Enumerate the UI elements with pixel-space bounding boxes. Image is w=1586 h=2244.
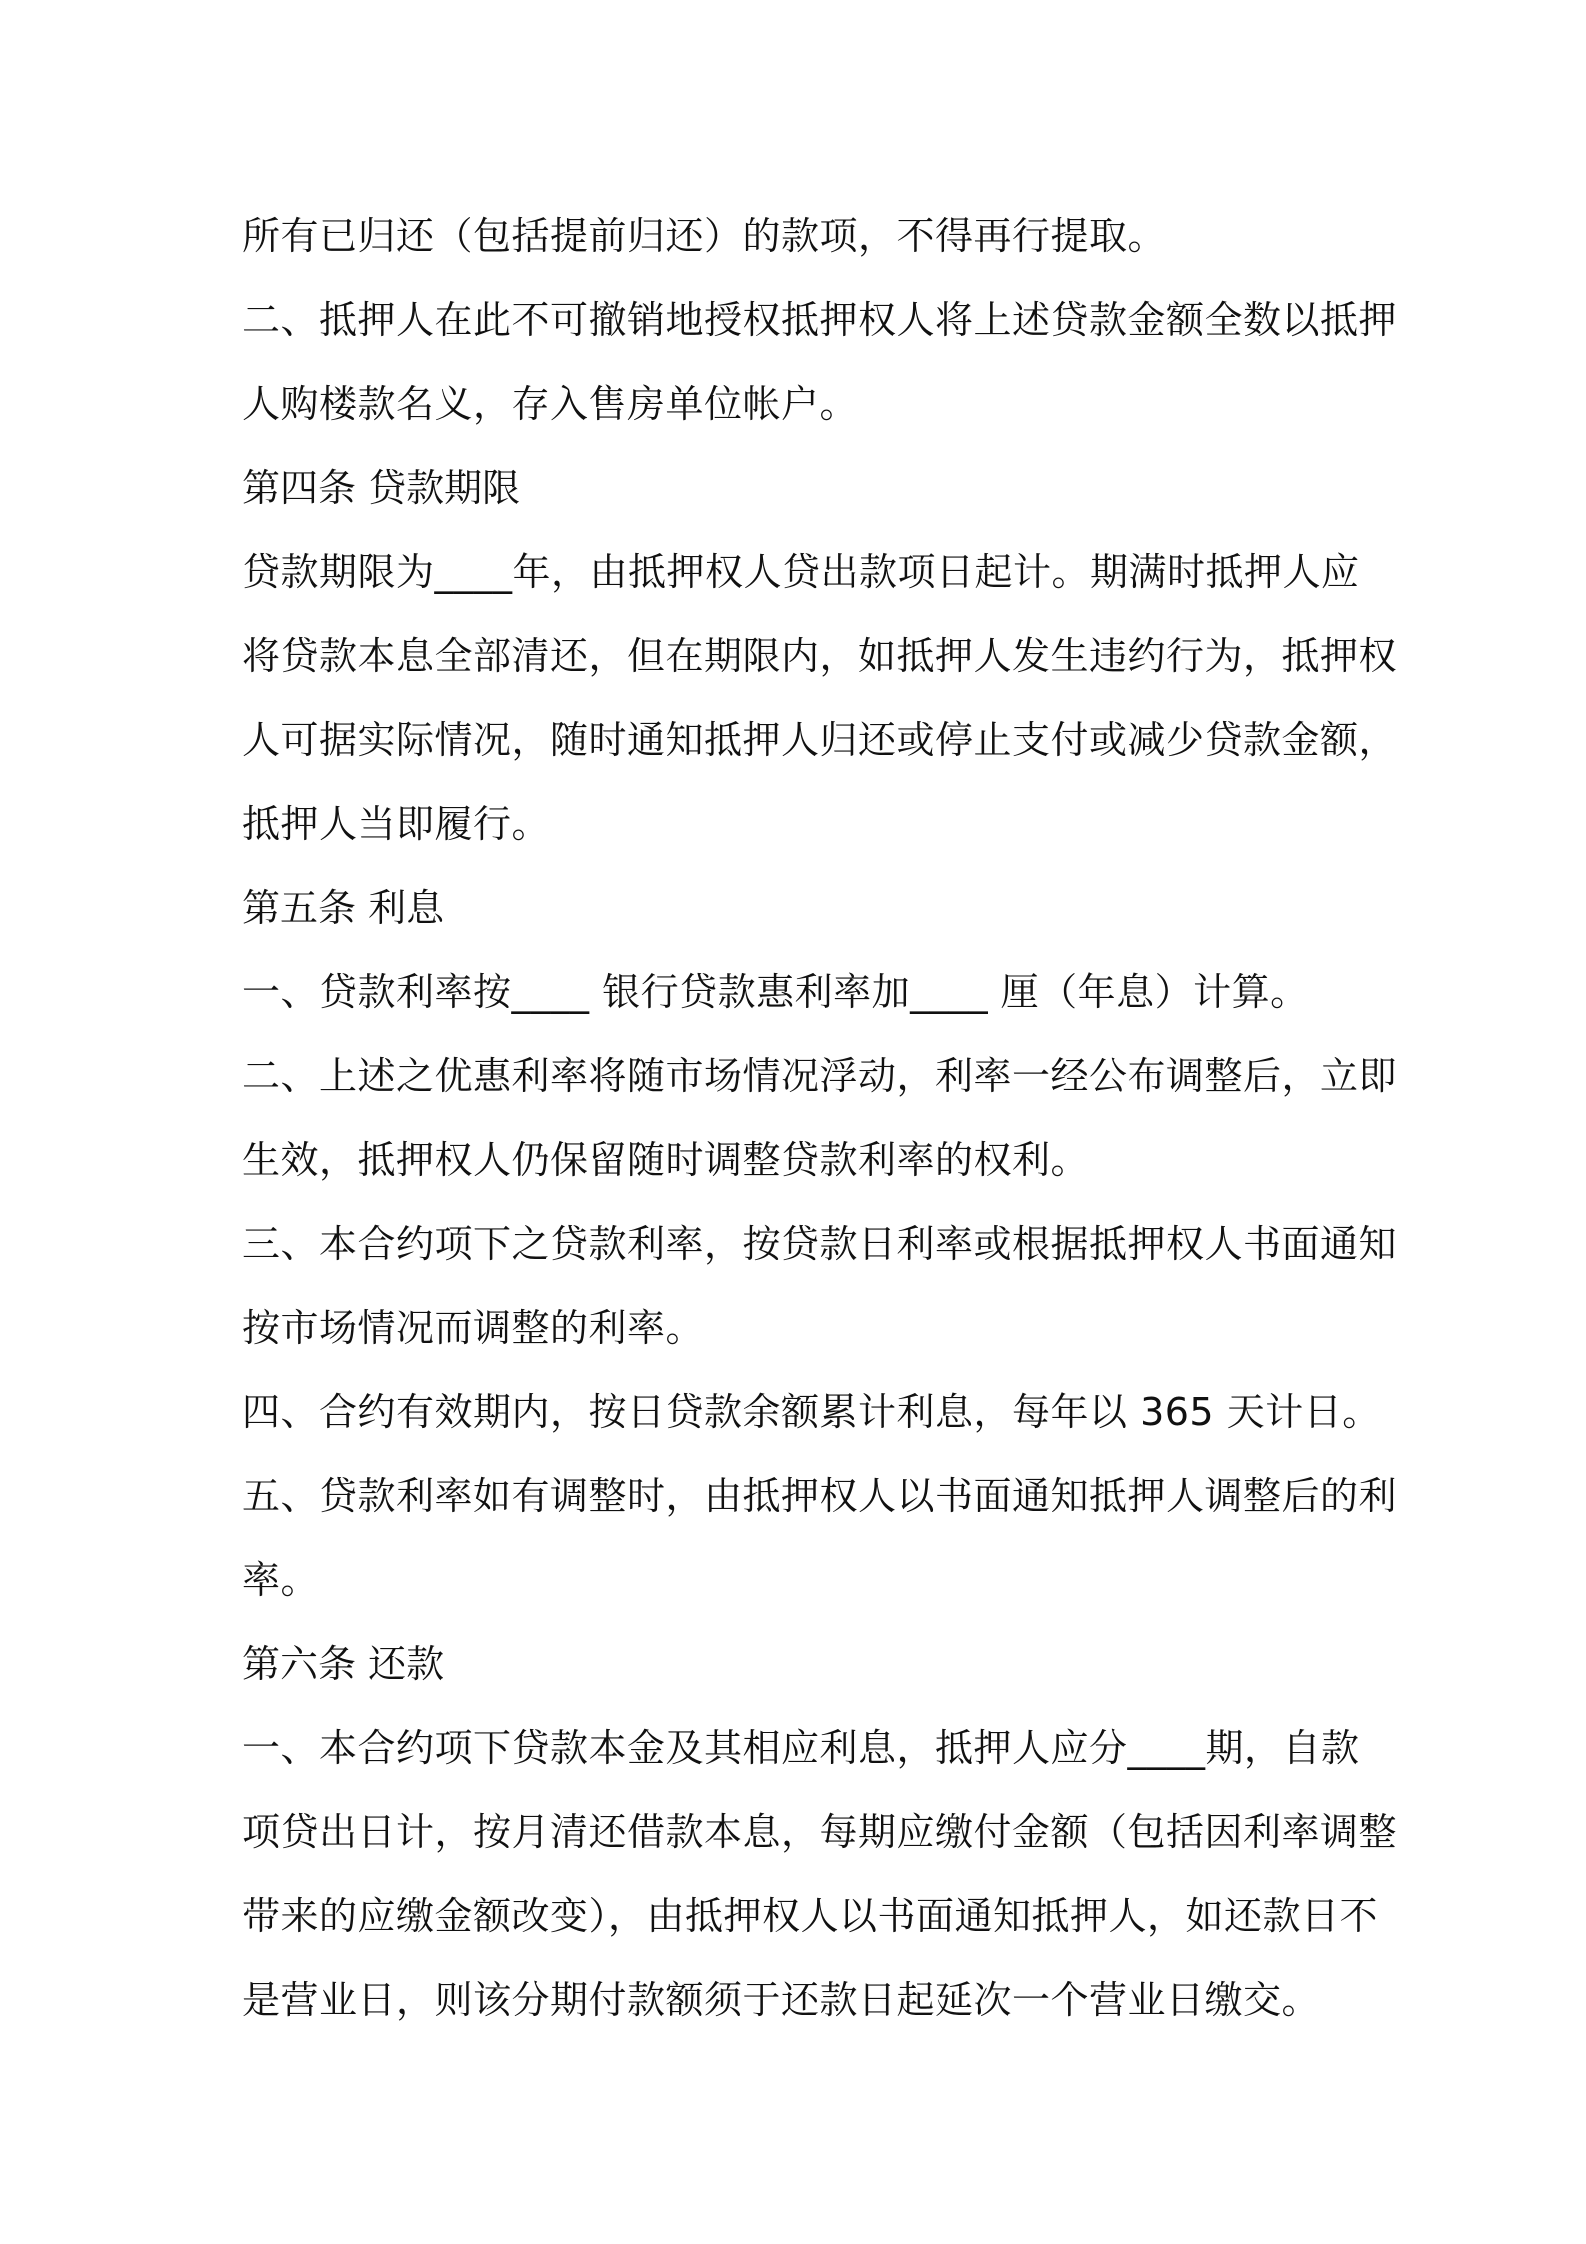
paragraph-line: 带来的应缴金额改变），由抵押权人以书面通知抵押人，如还款日不: [242, 1894, 1379, 1938]
paragraph-line: 一、本合约项下贷款本金及其相应利息，抵押人应分____期，自款: [242, 1726, 1360, 1770]
section-heading-article-5: 第五条 利息: [242, 886, 445, 930]
paragraph-line: 生效，抵押权人仍保留随时调整贷款利率的权利。: [242, 1138, 1090, 1182]
document-body: [242, 194, 1398, 2042]
paragraph-line: 贷款期限为____年，由抵押权人贷出款项日起计。期满时抵押人应: [242, 550, 1360, 594]
paragraph-line: 是营业日，则该分期付款额须于还款日起延次一个营业日缴交。: [242, 1978, 1321, 2022]
paragraph-line: 率。: [242, 1558, 320, 1602]
paragraph-line: 五、贷款利率如有调整时，由抵押权人以书面通知抵押人调整后的利: [242, 1474, 1398, 1518]
paragraph-line: 抵押人当即履行。: [242, 802, 551, 846]
paragraph-line: 一、贷款利率按____ 银行贷款惠利率加____ 厘（年息）计算。: [242, 970, 1309, 1014]
paragraph-line: 二、上述之优惠利率将随市场情况浮动，利率一经公布调整后，立即: [242, 1054, 1398, 1098]
paragraph-line: 项贷出日计，按月清还借款本息，每期应缴付金额（包括因利率调整: [242, 1810, 1398, 1854]
paragraph-line: 按市场情况而调整的利率。: [242, 1306, 705, 1350]
paragraph-line: 所有已归还（包括提前归还）的款项，不得再行提取。: [242, 214, 1167, 258]
paragraph-line: 人购楼款名义，存入售房单位帐户。: [242, 382, 859, 426]
section-heading-article-4: 第四条 贷款期限: [242, 466, 521, 510]
paragraph-line: 人可据实际情况，随时通知抵押人归还或停止支付或减少贷款金额，: [242, 718, 1398, 762]
paragraph-line: 将贷款本息全部清还，但在期限内，如抵押人发生违约行为，抵押权: [242, 634, 1398, 678]
paragraph-line: 四、合约有效期内，按日贷款余额累计利息，每年以 365 天计日。: [242, 1390, 1381, 1434]
paragraph-line: 二、抵押人在此不可撤销地授权抵押权人将上述贷款金额全数以抵押: [242, 298, 1398, 342]
section-heading-article-6: 第六条 还款: [242, 1642, 445, 1686]
paragraph-line: 三、本合约项下之贷款利率，按贷款日利率或根据抵押权人书面通知: [242, 1222, 1398, 1266]
